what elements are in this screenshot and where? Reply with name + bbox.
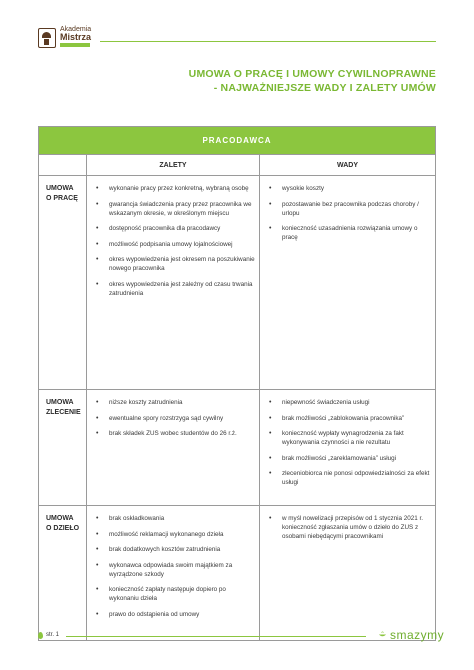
pros-cell: [87, 176, 260, 389]
list-item: • konieczność uzasadnienia rozwiązania umowy o pracę: [264, 224, 431, 242]
list-item: • wysokie koszty: [264, 184, 431, 193]
list-item: • brak możliwości „zablokowania pracownika”: [264, 414, 431, 423]
list-item: • brak dodatkowych kosztów zatrudnienia: [91, 545, 255, 554]
row-label: [39, 390, 87, 505]
list-item: • niższe koszty zatrudnienia: [91, 398, 255, 407]
list-item: • możliwość podpisania umowy lojalnościowej: [91, 240, 255, 249]
logo: [38, 26, 91, 48]
list-item: • wykonanie pracy przez konkretną, wybraną osobę: [91, 184, 255, 193]
list-item: • możliwość reklamacji wykonanego dzieła: [91, 530, 255, 539]
page-number: str. 1: [46, 632, 60, 638]
logo-underline: [60, 43, 90, 47]
row-label-line: UMOWA: [46, 399, 74, 406]
row-label-line: UMOWA: [46, 515, 74, 522]
title-line-1: UMOWA O PRACĘ I UMOWY CYWILNOPRAWNE: [188, 68, 436, 80]
table-row: [39, 389, 435, 505]
header-divider: [100, 41, 436, 42]
pros-cell: [87, 506, 260, 640]
location-pin-icon: [38, 632, 43, 639]
page-title: [189, 67, 436, 95]
list-item: • pozostawanie bez pracownika podczas choroby / urlopu: [264, 200, 431, 218]
list-item: • dostępność pracownika dla pracodawcy: [91, 224, 255, 233]
page-footer: [38, 626, 445, 646]
pros-cell: [87, 390, 260, 505]
list-item: • niepewność świadczenia usługi: [264, 398, 431, 407]
table-row: [39, 505, 435, 640]
row-label-line: ZLECENIE: [46, 409, 81, 416]
list-item: • zleceniobiorca nie ponosi odpowiedzialności za efekt usługi: [264, 469, 431, 487]
footer-divider: [66, 636, 366, 637]
logo-line-1: Akademia: [60, 26, 92, 33]
list-item: • wykonawca odpowiada swoim majątkiem za wyrządzone szkody: [91, 561, 255, 579]
list-item: • okres wypowiedzenia jest okresem na poszukiwanie nowego pracownika: [91, 255, 255, 273]
cons-cell: [260, 176, 435, 389]
list-item: • brak możliwości „zareklamowania” usługi: [264, 454, 431, 463]
cons-cell: [260, 506, 435, 640]
list-item: • ewentualne spory rozstrzyga sąd cywilny: [91, 414, 255, 423]
empty-corner-cell: [39, 155, 87, 175]
comparison-table: [38, 126, 436, 641]
column-header-row: [39, 154, 435, 175]
list-item: • brak składek ZUS wobec studentów do 26 r.ż.: [91, 429, 255, 438]
title-line-2: - NAJWAŻNIEJSZE WADY I ZALETY UMÓW: [213, 82, 436, 94]
row-label-line: UMOWA: [46, 185, 74, 192]
logo-line-2: Mistrza: [60, 32, 92, 42]
list-item: • w myśl nowelizacji przepisów od 1 stycznia 2021 r. konieczność zgłaszania umów o dzieło do ZUS z osobami niebędącymi pracownikami: [264, 514, 431, 541]
table-header: PRACODAWCA: [39, 127, 435, 154]
list-item: • prawo do odstąpienia od umowy: [91, 610, 255, 619]
row-label: [39, 506, 87, 640]
list-item: • okres wypowiedzenia jest zależny od czasu trwania zatrudnienia: [91, 280, 255, 298]
list-item: • konieczność wypłaty wynagrodzenia za fakt wykonywania czynności a nie rezultatu: [264, 429, 431, 447]
list-item: • brak oskładkowania: [91, 514, 255, 523]
pan-icon: [378, 630, 387, 639]
list-item: • konieczność zapłaty następuje dopiero po wykonaniu dzieła: [91, 585, 255, 603]
chef-hat-icon: [38, 28, 56, 48]
list-item: • gwarancja świadczenia pracy przez pracownika we wskazanym okresie, w określonym miejscu: [91, 200, 255, 218]
table-row: [39, 175, 435, 389]
column-header-pros: ZALETY: [87, 155, 260, 175]
row-label-line: O PRACĘ: [46, 195, 78, 202]
cons-cell: [260, 390, 435, 505]
brand-name: smazymy: [390, 628, 445, 642]
row-label: [39, 176, 87, 389]
column-header-cons: WADY: [337, 161, 358, 169]
row-label-line: O DZIEŁO: [46, 525, 80, 532]
